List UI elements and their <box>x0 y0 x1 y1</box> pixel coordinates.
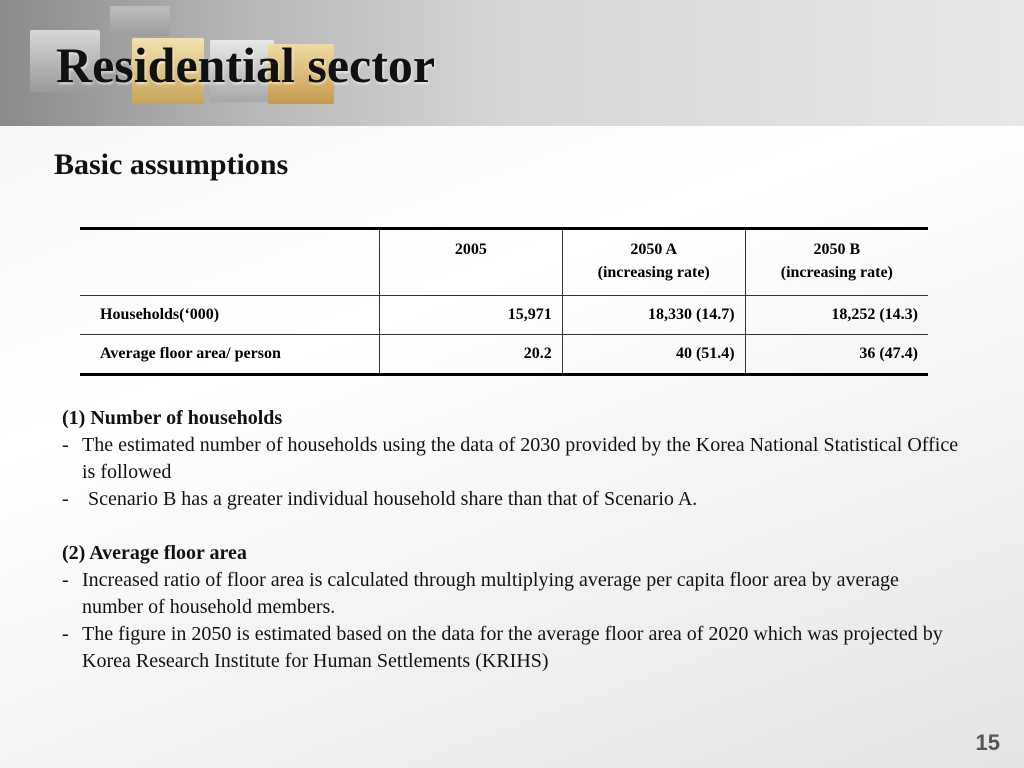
table-cell: 40 (51.4) <box>562 335 745 375</box>
table-cell: 15,971 <box>379 296 562 335</box>
table-cell: 18,252 (14.3) <box>745 296 928 335</box>
list-item-text: Scenario B has a greater individual household share than that of Scenario A. <box>88 488 698 510</box>
table-cell: 18,330 (14.7) <box>562 296 745 335</box>
section-subtitle: Basic assumptions <box>54 148 289 181</box>
table-header-cell <box>80 229 379 296</box>
list-dash: - <box>62 569 69 591</box>
row-label: Households(‘000) <box>80 296 379 335</box>
page-number: 15 <box>975 730 1000 755</box>
table-cell: 36 (47.4) <box>745 335 928 375</box>
list-dash: - <box>62 488 69 510</box>
table-header-cell: 2050 A (increasing rate) <box>562 229 745 296</box>
list-item <box>62 486 962 513</box>
list-dash: - <box>62 623 69 645</box>
list-item-text: The estimated number of households using the data of 2030 provided by the Korea National Statistical Office is followed <box>82 434 959 483</box>
table-header-row <box>80 229 928 296</box>
header-banner <box>0 0 1024 126</box>
row-label: Average floor area/ person <box>80 335 379 375</box>
list-item <box>62 432 962 486</box>
notes-section <box>62 405 962 675</box>
decorative-cube-image <box>110 6 170 36</box>
spacer <box>62 513 962 540</box>
table-header-cell: 2050 B (increasing rate) <box>745 229 928 296</box>
table-row <box>80 335 928 375</box>
table-row <box>80 296 928 335</box>
table-cell: 20.2 <box>379 335 562 375</box>
slide-title: Residential sector <box>56 37 436 93</box>
list-dash: - <box>62 434 69 456</box>
list-item <box>62 621 962 675</box>
table-header-cell: 2005 <box>379 229 562 296</box>
notes-heading: (1) Number of households <box>62 407 283 429</box>
assumptions-table <box>80 227 928 376</box>
notes-heading: (2) Average floor area <box>62 542 247 564</box>
list-item-text: The figure in 2050 is estimated based on the data for the average floor area of 2020 which was projected by Korea Research Institute for Human Settlements (KRIHS) <box>82 623 943 672</box>
list-item <box>62 567 962 621</box>
list-item-text: Increased ratio of floor area is calculated through multiplying average per capita floor area by average number of household members. <box>82 569 899 618</box>
